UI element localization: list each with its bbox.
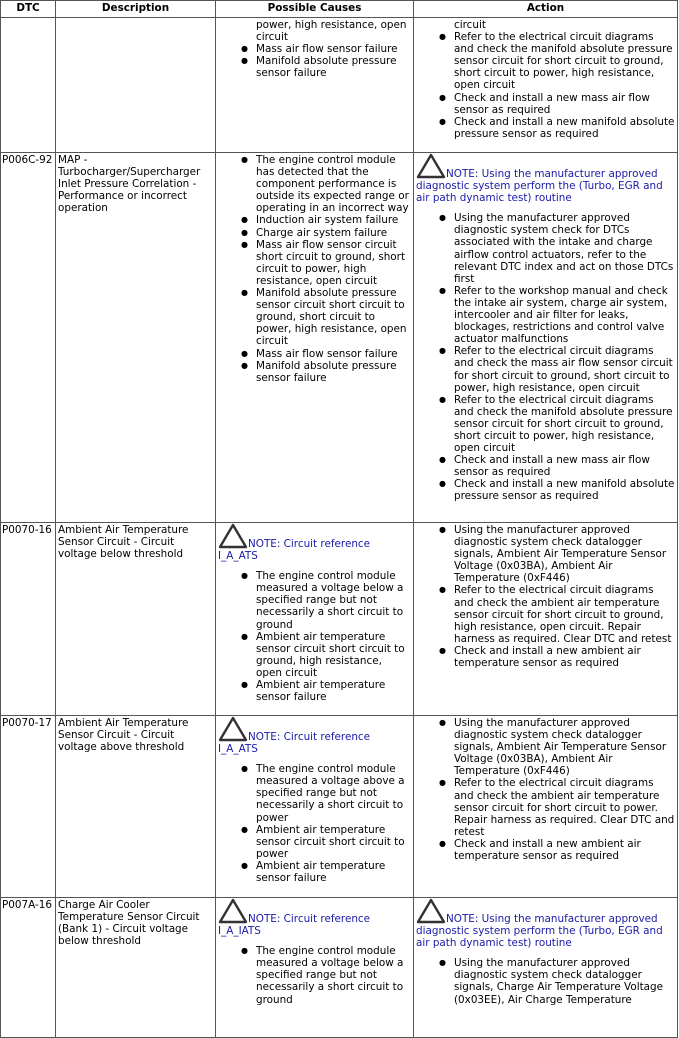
list-item: ● Refer to the workshop manual and check the intake air system, charge air system, intercooler and air filter for leaks, blockages, restrictions and control valve actuator malfunctions	[454, 285, 675, 345]
header-action: Action	[414, 1, 678, 18]
action-list	[416, 31, 675, 140]
action-note	[416, 899, 675, 949]
dtc-cell: P0070-16	[1, 523, 56, 716]
action-list	[416, 212, 675, 502]
action-cell	[414, 716, 678, 898]
description-cell	[56, 18, 216, 153]
dtc-cell: P006C-92	[1, 153, 56, 523]
header-row	[1, 1, 678, 18]
causes-cell	[216, 716, 414, 898]
header-possible-causes: Possible Causes	[216, 1, 414, 18]
causes-note	[218, 524, 411, 562]
list-item: ● Refer to the electrical circuit diagrams and check the ambient air temperature sensor circuit for short circuit to power. Repair harness as required. Clear DTC and retest	[454, 777, 675, 837]
causes-note-text: NOTE: Circuit reference I_A_ATS	[218, 538, 371, 563]
list-item: ● Manifold absolute pressure sensor failure	[256, 360, 411, 384]
warning-triangle-icon	[416, 898, 446, 924]
warning-triangle-icon	[218, 523, 248, 549]
table-row	[1, 523, 678, 716]
list-item: ● Ambient air temperature sensor circuit short circuit to ground, high resistance, open circuit	[256, 631, 411, 679]
description-cell: Ambient Air Temperature Sensor Circuit - Circuit voltage below threshold	[56, 523, 216, 716]
list-item: ● Manifold absolute pressure sensor failure	[256, 55, 411, 79]
list-item: ● Charge air system failure	[256, 227, 411, 239]
dtc-cell: P007A-16	[1, 898, 56, 1038]
dtc-cell	[1, 18, 56, 153]
list-item: ● The engine control module measured a voltage below a specified range but not necessarily a short circuit to ground	[256, 570, 411, 630]
list-item: ● Mass air flow sensor failure	[256, 348, 411, 360]
list-item: ● Mass air flow sensor circuit short circuit to ground, short circuit to power, high resistance, open circuit	[256, 239, 411, 287]
list-item: ● The engine control module has detected that the component performance is outside its expected range or operating in an incorrect way	[256, 154, 411, 214]
description-cell: Ambient Air Temperature Sensor Circuit - Circuit voltage above threshold	[56, 716, 216, 898]
causes-list	[218, 154, 411, 384]
table-row	[1, 898, 678, 1038]
action-note-text: NOTE: Using the manufacturer approved diagnostic system perform the (Turbo, EGR and air path dynamic test) routine	[416, 168, 663, 205]
list-item: ● Check and install a new ambient air temperature sensor as required	[454, 838, 675, 862]
action-list	[416, 524, 675, 669]
table-row	[1, 716, 678, 898]
list-item: ● Check and install a new manifold absolute pressure sensor as required	[454, 116, 675, 140]
header-dtc: DTC	[1, 1, 56, 18]
list-item: ● Check and install a new manifold absolute pressure sensor as required	[454, 478, 675, 502]
list-item: ● Using the manufacturer approved diagnostic system check datalogger signals, Ambient Air Temperature Sensor Voltage (0x03BA), Ambient Air Temperature (0xF446)	[454, 524, 675, 584]
causes-list	[218, 570, 411, 703]
table-row	[1, 153, 678, 523]
list-item: ● Check and install a new ambient air temperature sensor as required	[454, 645, 675, 669]
causes-list	[218, 945, 411, 1005]
causes-cell	[216, 523, 414, 716]
action-list	[416, 717, 675, 862]
list-item: ● Check and install a new mass air flow sensor as required	[454, 454, 675, 478]
causes-note-text: NOTE: Circuit reference I_A_ATS	[218, 731, 371, 756]
list-item: ● Refer to the electrical circuit diagrams and check the manifold absolute pressure sensor circuit for short circuit to ground, short circuit to power, high resistance, open circuit	[454, 31, 675, 91]
action-list	[416, 957, 675, 1005]
warning-triangle-icon	[416, 153, 446, 179]
description-cell: Charge Air Cooler Temperature Sensor Circuit (Bank 1) - Circuit voltage below threshold	[56, 898, 216, 1038]
list-item: ● Ambient air temperature sensor failure	[256, 679, 411, 703]
causes-cell	[216, 153, 414, 523]
causes-cell	[216, 18, 414, 153]
description-cell: MAP - Turbocharger/Supercharger Inlet Pressure Correlation - Performance or incorrect operation	[56, 153, 216, 523]
list-item: ● Using the manufacturer approved diagnostic system check for DTCs associated with the intake and charge airflow control actuators, refer to the relevant DTC index and act on those DTCs first	[454, 212, 675, 285]
action-cell	[414, 18, 678, 153]
action-cell	[414, 523, 678, 716]
list-item: ● Mass air flow sensor failure	[256, 43, 411, 55]
list-item: ● The engine control module measured a voltage above a specified range but not necessarily a short circuit to power	[256, 763, 411, 823]
causes-note	[218, 899, 411, 937]
causes-list	[218, 763, 411, 884]
header-description: Description	[56, 1, 216, 18]
action-note-text: NOTE: Using the manufacturer approved diagnostic system perform the (Turbo, EGR and air path dynamic test) routine	[416, 913, 663, 950]
list-item: ● Induction air system failure	[256, 214, 411, 226]
list-item: ● Refer to the electrical circuit diagrams and check the ambient air temperature sensor circuit for short circuit to ground, high resistance, open circuit. Repair harness as required. Clear DTC and retest	[454, 584, 675, 644]
table-row	[1, 18, 678, 153]
action-note	[416, 154, 675, 204]
action-fragment: circuit	[454, 19, 486, 31]
causes-fragment: power, high resistance, open circuit	[256, 19, 407, 44]
action-cell	[414, 153, 678, 523]
causes-note	[218, 717, 411, 755]
action-cell	[414, 898, 678, 1038]
list-item: ● Using the manufacturer approved diagnostic system check datalogger signals, Charge Air Temperature Voltage (0x03EE), Air Charge Temperature	[454, 957, 675, 1005]
list-item: ● Using the manufacturer approved diagnostic system check datalogger signals, Ambient Air Temperature Sensor Voltage (0x03BA), Ambient Air Temperature (0xF446)	[454, 717, 675, 777]
list-item: ● Check and install a new mass air flow sensor as required	[454, 92, 675, 116]
dtc-cell: P0070-17	[1, 716, 56, 898]
list-item: ● Ambient air temperature sensor circuit short circuit to power	[256, 824, 411, 860]
list-item: ● The engine control module measured a voltage below a specified range but not necessarily a short circuit to ground	[256, 945, 411, 1005]
causes-list	[218, 43, 411, 79]
warning-triangle-icon	[218, 716, 248, 742]
list-item: ● Refer to the electrical circuit diagrams and check the manifold absolute pressure sensor circuit for short circuit to ground, short circuit to power, high resistance, open circuit	[454, 394, 675, 454]
list-item: ● Refer to the electrical circuit diagrams and check the mass air flow sensor circuit for short circuit to ground, short circuit to power, high resistance, open circuit	[454, 345, 675, 393]
warning-triangle-icon	[218, 898, 248, 924]
causes-note-text: NOTE: Circuit reference I_A_IATS	[218, 913, 371, 938]
list-item: ● Ambient air temperature sensor failure	[256, 860, 411, 884]
list-item: ● Manifold absolute pressure sensor circuit short circuit to ground, short circuit to power, high resistance, open circuit	[256, 287, 411, 347]
causes-cell	[216, 898, 414, 1038]
